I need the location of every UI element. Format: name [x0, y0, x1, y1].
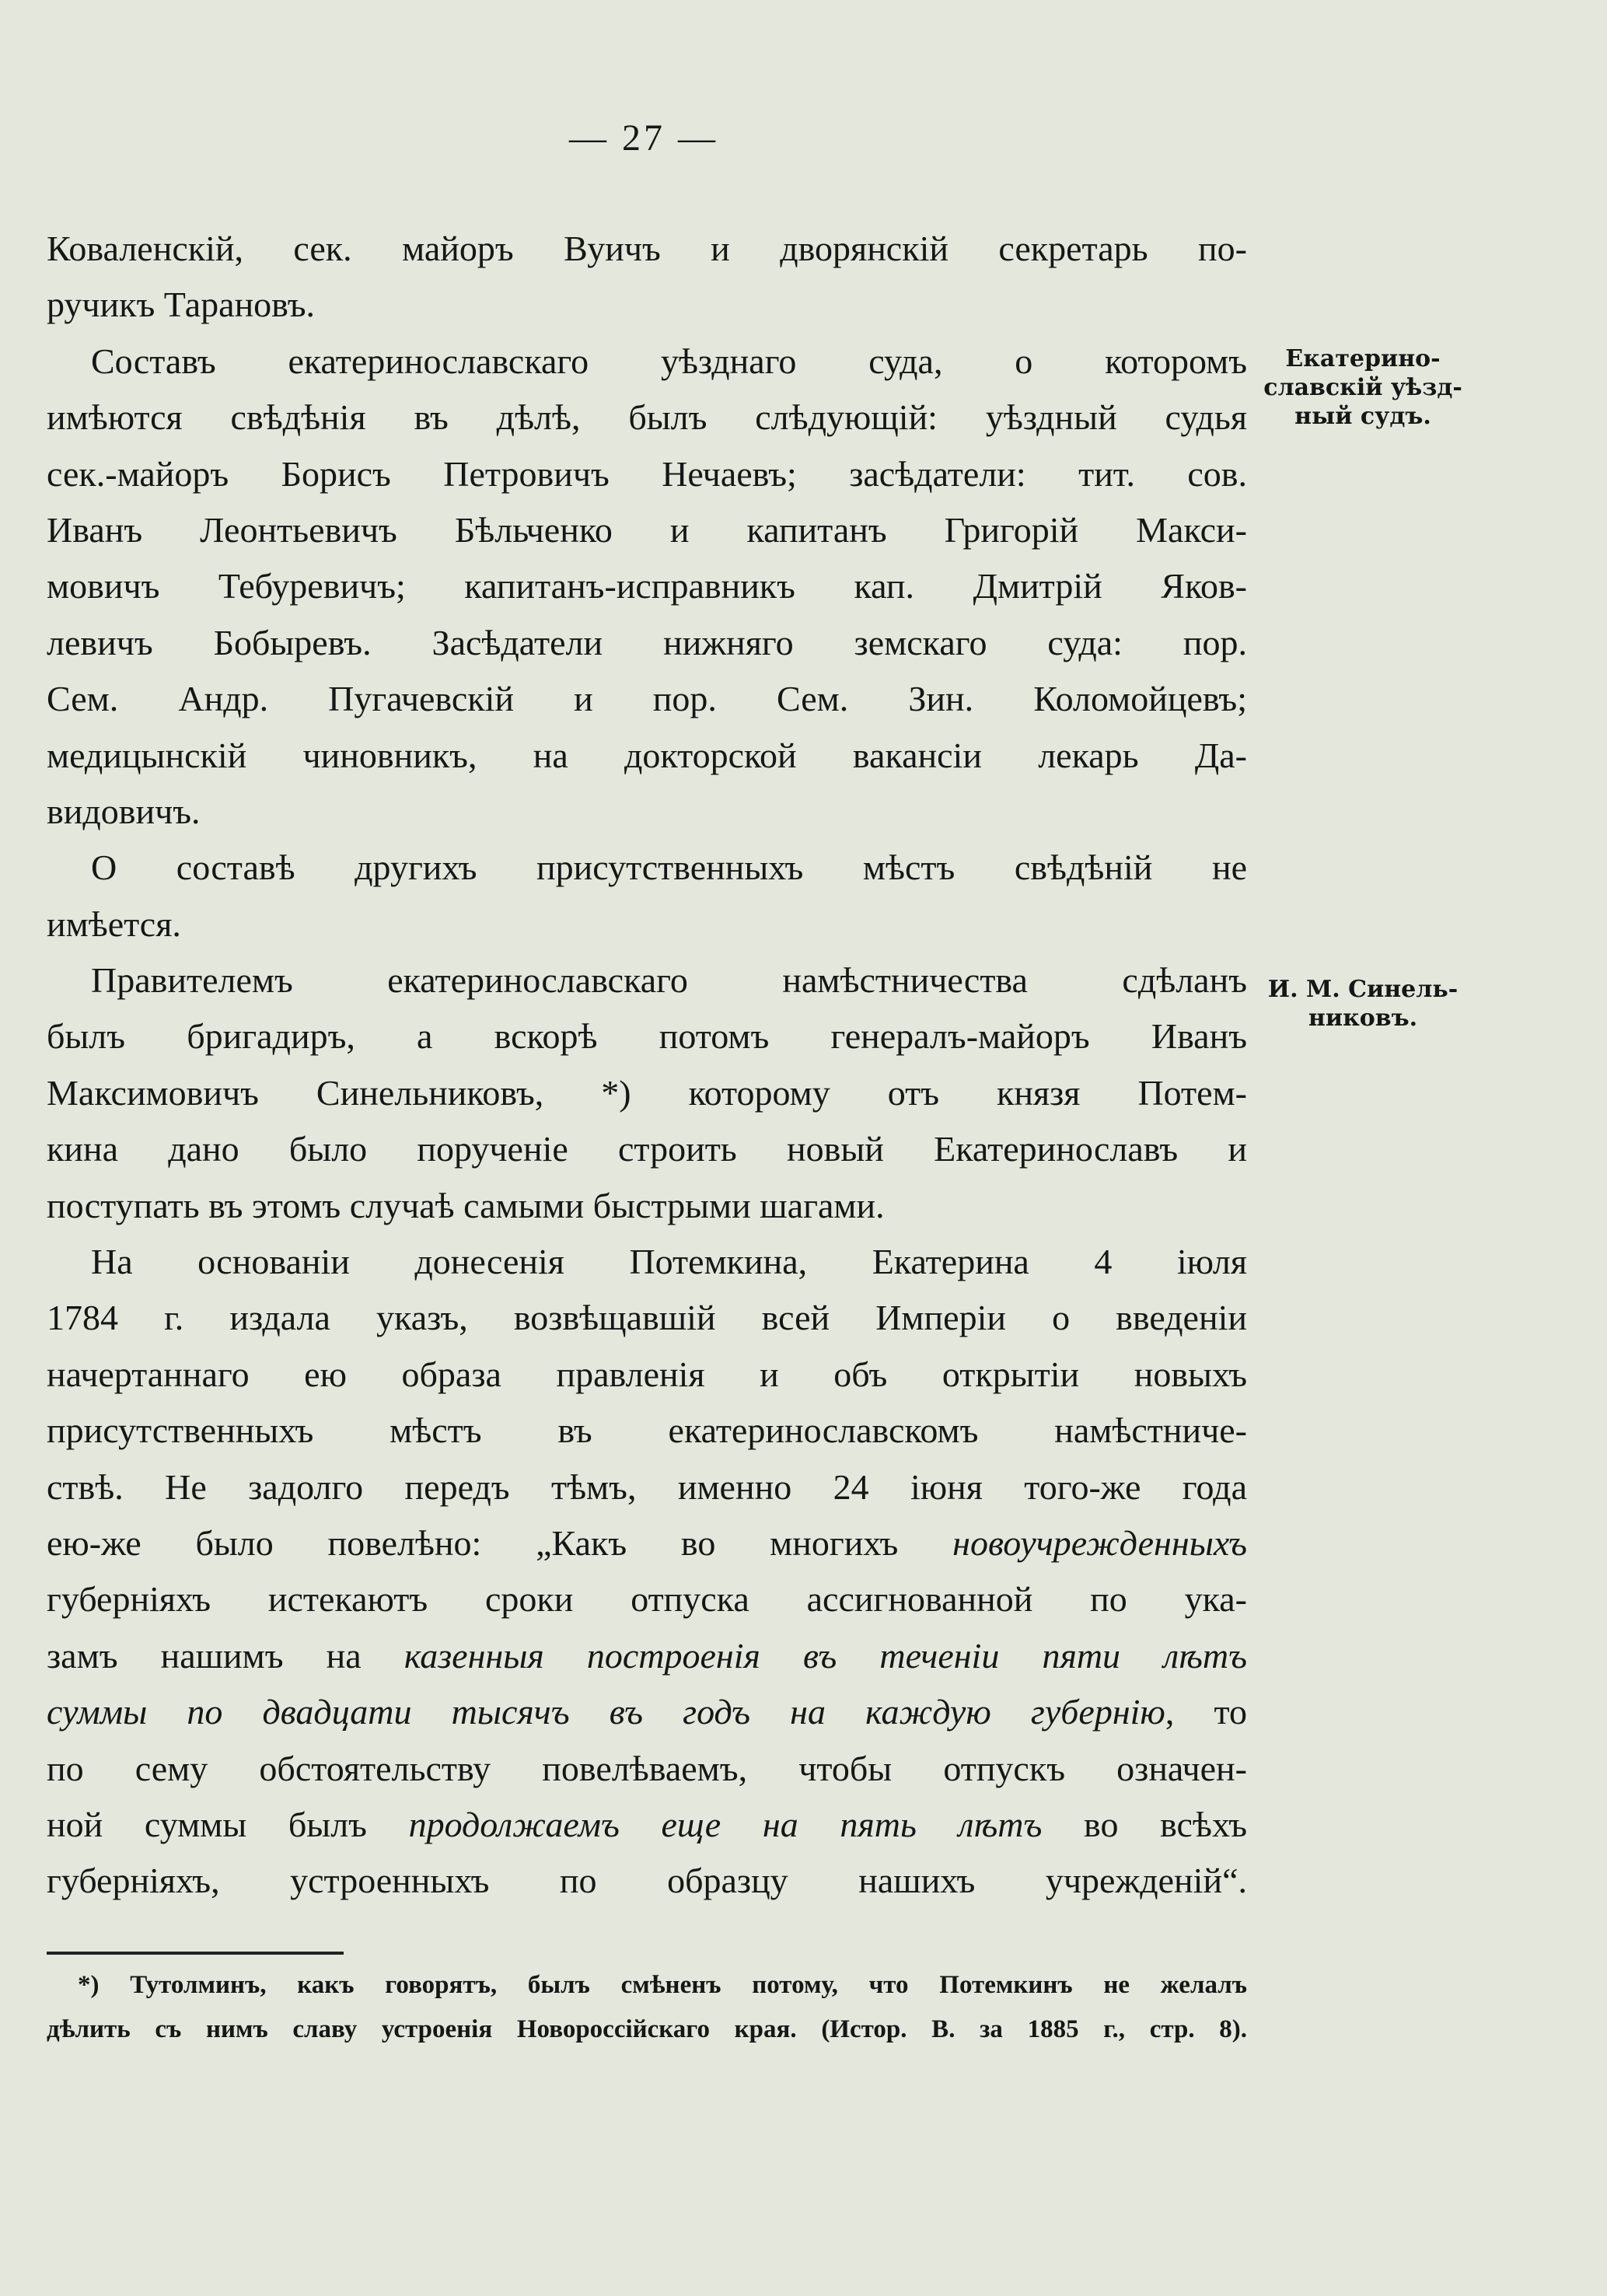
italic-text: казенныя построенія въ теченіи пяти лѣтъ	[403, 1635, 1247, 1676]
text: ручикъ Тарановъ.	[47, 285, 316, 325]
text-line	[47, 1571, 1247, 1627]
text: На основаніи донесенія Потемкина, Екатерина 4 іюля	[91, 1242, 1247, 1282]
text-line	[47, 502, 1247, 558]
text: Правителемъ екатеринославскаго намѣстничества сдѣланъ	[91, 960, 1247, 1001]
text-line	[47, 446, 1247, 502]
text-line	[47, 840, 1247, 896]
margin-note-sinelnikov	[1258, 975, 1468, 1033]
text-line	[47, 334, 1247, 390]
text: былъ бригадиръ, а вскорѣ потомъ генералъ-майоръ Иванъ	[47, 1016, 1247, 1057]
text-line	[47, 671, 1247, 727]
text-line	[47, 1515, 1247, 1571]
italic-text: суммы по двадцати тысячъ въ годъ на каждую губернію	[47, 1692, 1165, 1732]
text: Сем. Андр. Пугачевскій и пор. Сем. Зин. Коломойцевъ;	[47, 679, 1247, 719]
text-line	[47, 1347, 1247, 1403]
text-line	[47, 896, 1247, 952]
text-line	[47, 1178, 1247, 1234]
margin-note-line: славскій уѣзд-	[1263, 374, 1462, 401]
text: ствѣ. Не задолго передъ тѣмъ, именно 24 іюня того-же года	[47, 1466, 1247, 1507]
text: имѣется.	[47, 903, 181, 944]
text-line	[47, 1121, 1247, 1177]
text: Максимовичъ Синельниковъ, *) которому отъ князя Потем-	[47, 1072, 1247, 1113]
text: ею-же было повелѣно: „Какъ во многихъ	[47, 1522, 953, 1563]
text-line	[47, 558, 1247, 614]
text: , то	[1165, 1692, 1247, 1732]
text-line	[47, 1741, 1247, 1797]
margin-note-line: И. М. Синель-	[1267, 976, 1459, 1003]
text: губерніяхъ, устроенныхъ по образцу нашихъ учрежденій“.	[47, 1861, 1247, 1901]
text-line	[47, 952, 1247, 1008]
text: Коваленскій, сек. майоръ Вуичъ и дворянскій секретарь по-	[47, 229, 1247, 268]
text: мовичъ Тебуревичъ; капитанъ-исправникъ кап. Дмитрій Яков-	[47, 566, 1247, 606]
text: Составъ екатеринославскаго уѣзднаго суда, о которомъ	[91, 341, 1247, 381]
text-line	[47, 277, 1247, 333]
text: замъ нашимъ на	[47, 1635, 404, 1676]
main-text	[47, 221, 1247, 1910]
footnote-divider	[47, 1952, 344, 1955]
text-line	[47, 1628, 1247, 1684]
text: по сему обстоятельству повелѣваемъ, чтобы отпускъ означен-	[47, 1748, 1247, 1788]
text-line	[47, 784, 1247, 840]
text: имѣются свѣдѣнія въ дѣлѣ, былъ слѣдующій: уѣздный судья	[47, 397, 1247, 438]
margin-note-ekaterinoslav-court	[1258, 344, 1468, 431]
text-line	[47, 390, 1247, 446]
text: видовичъ.	[47, 791, 201, 831]
footnote-line: *) Тутолминъ, какъ говорятъ, былъ смѣненъ потому, что Потемкинъ не желалъ	[78, 1971, 1247, 1999]
text-line	[47, 1403, 1247, 1459]
page-number: — 27 —	[569, 117, 718, 159]
text: О составѣ другихъ присутственныхъ мѣстъ свѣдѣній не	[91, 847, 1247, 888]
margin-note-line: никовъ.	[1308, 1005, 1418, 1032]
text-line	[47, 1797, 1247, 1853]
text-line	[47, 1459, 1247, 1515]
text: сек.-майоръ Борисъ Петровичъ Нечаевъ; засѣдатели: тит. сов.	[47, 453, 1247, 494]
text: начертаннаго ею образа правленія и объ открытіи новыхъ	[47, 1354, 1247, 1394]
text-line	[47, 1290, 1247, 1346]
text: медицынскій чиновникъ, на докторской вакансіи лекарь Да-	[47, 735, 1247, 775]
text: присутственныхъ мѣстъ въ екатеринославскомъ намѣстниче-	[47, 1410, 1247, 1451]
text-line	[47, 1008, 1247, 1064]
text-line	[47, 728, 1247, 784]
text: кина дано было порученіе строить новый Екатеринославъ и	[47, 1129, 1247, 1169]
text: поступать въ этомъ случаѣ самыми быстрыми шагами.	[47, 1185, 885, 1225]
text: 1784 г. издала указъ, возвѣщавшій всей Имперіи о введеніи	[47, 1298, 1247, 1338]
text-line	[47, 1234, 1247, 1290]
text: левичъ Бобыревъ. Засѣдатели нижняго земскаго суда: пор.	[47, 622, 1247, 662]
text: ной суммы былъ	[47, 1804, 409, 1844]
text-line	[47, 615, 1247, 671]
text-line	[47, 221, 1247, 277]
footnote-line: дѣлить съ нимъ славу устроенія Новороссійскаго края. (Истор. В. за 1885 г., стр. 8).	[47, 2015, 1247, 2043]
italic-text: новоучрежденныхъ	[952, 1522, 1247, 1563]
margin-note-line: ный судъ.	[1294, 403, 1431, 430]
text-line	[47, 1853, 1247, 1909]
text: во всѣхъ	[1042, 1804, 1247, 1844]
margin-note-line: Екатерино-	[1285, 345, 1441, 372]
text: губерніяхъ истекаютъ сроки отпуска ассигнованной по ука-	[47, 1579, 1247, 1620]
italic-text: продолжаемъ еще на пять лѣтъ	[408, 1804, 1043, 1844]
text-line	[47, 1684, 1247, 1740]
text-line	[47, 1065, 1247, 1121]
text: Иванъ Леонтьевичъ Бѣльченко и капитанъ Григорій Макси-	[47, 509, 1247, 550]
